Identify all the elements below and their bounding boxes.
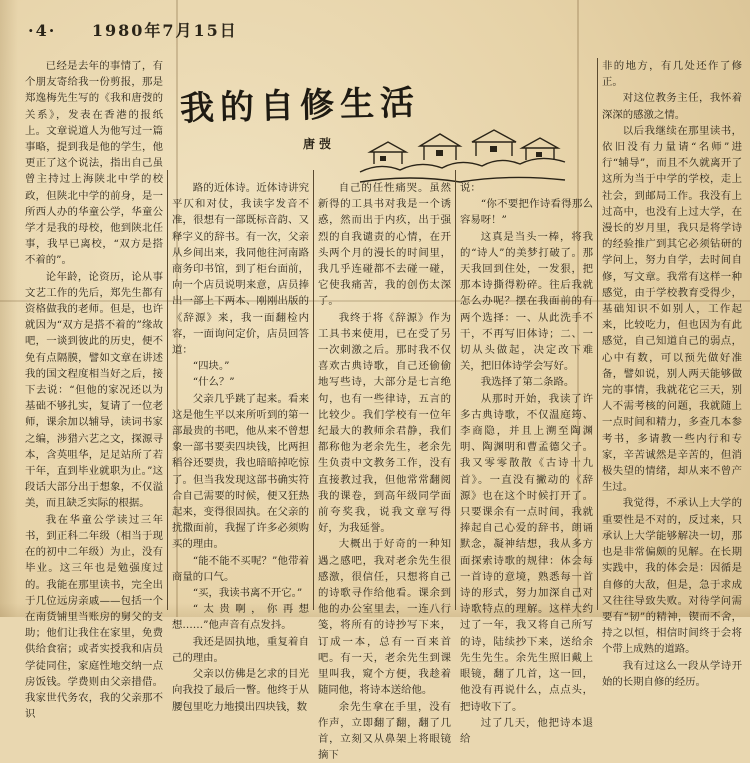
paragraph: “能不能不买呢？”他带着商量的口气。: [172, 553, 309, 585]
paragraph: “买，我读书离不开它。”: [172, 585, 309, 601]
paragraph: 我选择了第二条路。: [460, 374, 593, 390]
paragraph: 我在华童公学读过三年书，到正科二年级（相当于现在的初中二年级）为止，没有毕业。这三年也是勉强度过的。我能在那里读书，完全出于几位远房亲戚——包括一个在南货铺里当账房的舅父的支助；他们让我住在家里，免费供给食宿；或者实授我和店员学徒同住，家庭性地交纳一点房饭钱。学费则由父亲措借。我家世代务农，我的父亲那不识: [25, 512, 163, 723]
paragraph: 对这位教务主任，我怀着深深的感激之情。: [602, 90, 742, 122]
paragraph: 父亲几乎跳了起来。看来这是他生平以来所听到的第一部最贵的书吧，他从来不曾想象一部书要卖四块钱，比两担稻谷还要贵，我也暗暗掉吃惊了。但当我发现这部书确实符合自己需要的时候，便又狂热起来，变得很固执。在父亲的扰撒面前，我握了许多必须购买的理由。: [172, 391, 309, 553]
paragraph: “四块。”: [172, 358, 309, 374]
paragraph: 论年龄，论资历，论从事文艺工作的先后，郑先生都有资格做我的老师。但是，也许就因为“双方是搭不着的”缘故吧，一谈到彼此的历史，便不免有点隔膜，譬如文章在讲述我的国文程度相当好之后，接下去说：“但他的家况还以为基础不够扎实，复请了一位老师，课余加以辅导，读词书家之编，涉猎六艺之文，探源寻本，含英咀华，足足站所了若干年，直到毕业就职为止。”这段话大部分出于想象，不仅溢美，而且缺乏实际的根据。: [25, 269, 163, 512]
paragraph: 我觉得，不承认上大学的重要性是不对的，反过来，只承认上大学能够解决一切，那也是非常偏颇的见解。在长期实践中，我的体会是：因循是自修的大敌，但是，急于求成又往往导致失败。对待学问需要有“韧”的精神，锲而不舍，持之以恒，相信时间终于会将个带上成熟的道路。: [602, 495, 742, 657]
paragraph: “你不要把作诗看得那么容易呀！”: [460, 196, 593, 228]
paragraph: 非的地方，有几处还作了修正。: [602, 58, 742, 90]
paragraph: 父亲以仿佛是乞求的目光向我投了最后一瞥。他终于从腰包里吃力地摸出四块钱，数: [172, 666, 309, 715]
paragraph: 我终于将《辞源》作为工具书来使用，已在受了另一次刺激之后。那时我不仅喜欢古典诗歌，自己还偷偷地写些诗，大部分是七言绝句，也有一些律诗，五言的比较少。我们学校有一位年纪最大的教师余君静，我们都称他为老余先生，老余先生负责中文教务工作，没有直接教过我，但他常常翻阅我的课卷，到高年级同学面前夸奖我，说我文章写得好，为我延誉。: [318, 310, 451, 537]
masthead: [28, 18, 266, 41]
paragraph: 余先生拿在手里，没有作声，立即翻了翻，翻了几首，立刻又从鼻架上将眼镜摘下: [318, 699, 451, 763]
column-divider: [455, 170, 456, 610]
article-column-5: [602, 58, 742, 613]
article-column-3: [318, 180, 451, 615]
article-author: 唐弢: [303, 135, 335, 152]
paragraph: 说：: [460, 180, 593, 196]
paragraph: 已经是去年的事情了，有个朋友寄给我一份剪报，那是郑逸梅先生写的《我和唐弢的关系》，发表在香港的报纸上。文章说道人为他写过一篇事略，提到我是他的学生，他更正了这个说法，指出自己虽曾主持过上海陕北中学的校政，但陕北中学的前身，是一所西人办的华童公学，华童公学才是我的母校，他到陕北任事，我早已离校，“双方是搭不着的”。: [25, 58, 163, 269]
paragraph: 以后我继续在那里读书，依旧没有力量请“名师”进行“辅导”，而且不久就离开了这所为当于中学的学校，走上社会，到邮局工作。我没有上过高中，也没有上过大学，在漫长的岁月里，我只是将学诗的经验推广到其它必须钻研的学问上，努力自学，去时间自修，写文章。我常有这样一种感觉，由于学校教育受得少，基础知识不如别人，工作起来，比较吃力，但也因为有此感觉，自己知道自己的弱点，心中有数，可以预先做好准备，譬如说，别人两天能够做完的事情，我就花它三天，别人不需考核的问题，我就随上一点时间和精力，多查几本参考书，多请教一些内行和专家，辛苦诚然是辛苦的，但消极失望的情绪，却从来不曾产生过。: [602, 123, 742, 496]
paragraph: 从那时开始，我读了许多古典诗歌，不仅温庭筠、李商隐，并且上溯至陶渊明、陶渊明和曹孟德父子。我又零零散散《古诗十九首》。一直没有撇动的《辞源》也在这个时候打开了。只要课余有一点时间，我就捧起自己心爱的辞书，朗诵默念，凝神结想，我从多方面探索诗歌的规律：体会每一首诗的意境，熟悉每一首诗的形式，努力加深自己对诗歌特点的理解。这样大约过了一年，我又将自己所写的诗，陆续抄下来，送给余先生先生。余先生照旧戴上眼镜，翻了几首，这一回，他没有再说什么，点点头，把诗收下了。: [460, 391, 593, 715]
issue-date: 1980年7月15日: [92, 21, 238, 40]
paragraph: 自己的任性痛哭。虽然新得的工具书对我是一个诱惑，然而出于内疚，出于强烈的自我谴责的心情，在开头两个月的漫长的时间里，我几乎连碰都不去碰一碰，它使我痛苦，我的创伤太深了。: [318, 180, 451, 310]
paragraph: 大概出于好奇的一种知遇之感吧，我对老余先生很感激，很信任，只想将自己的诗歌寻作给他看。课余到他的办公室里去，一连八行笺，将所有的诗抄写下来，订成一本，总有一百来首吧。有一天，老余先生到课里叫我，窥个方便，我趁着随同他，将诗本送给他。: [318, 536, 451, 698]
column-divider: [313, 170, 314, 610]
paragraph: “什么？”: [172, 374, 309, 390]
paragraph: 过了几天，他把诗本退给: [460, 715, 593, 747]
rooftop-illustration: [360, 112, 565, 190]
column-divider: [167, 170, 168, 610]
paragraph: 我还是固执地，重复着自己的理由。: [172, 634, 309, 666]
article-column-4: [460, 180, 593, 615]
paragraph: 我有过这么一段从学诗开始的长期自修的经历。: [602, 658, 742, 690]
paragraph: 这真是当头一棒，将我的“诗人”的美梦打破了。那天我回到住处，一发狠，把那本诗撕得粉碎。往后我就怎么办呢？摆在我面前的有两个选择：一、从此洗手不干，不再写旧体诗；二、一切从头做起，决定改下难关，把旧体诗学会写好。: [460, 229, 593, 375]
paragraph: 路的近体诗。近体诗讲究平仄和对仗，我读字发音不准，很想有一部既标音韵、又释字义的辞书。有一次，父亲从乡间出来，我同他往河南路商务印书馆，到了柜台面前，向一个店员说明来意，店员捧出一部上下两本、刚刚出版的《辞源》来，我一面翻检内容，一面询问定价，店员回答道：: [172, 180, 309, 358]
paragraph: “太贵啊，你再想想……”他声音有点发抖。: [172, 601, 309, 633]
article-column-2: [172, 180, 309, 615]
article-column-1: [25, 58, 163, 613]
page-number: ·4·: [28, 21, 56, 40]
column-divider: [597, 58, 598, 610]
article-title: 我的自修生活: [179, 75, 420, 130]
